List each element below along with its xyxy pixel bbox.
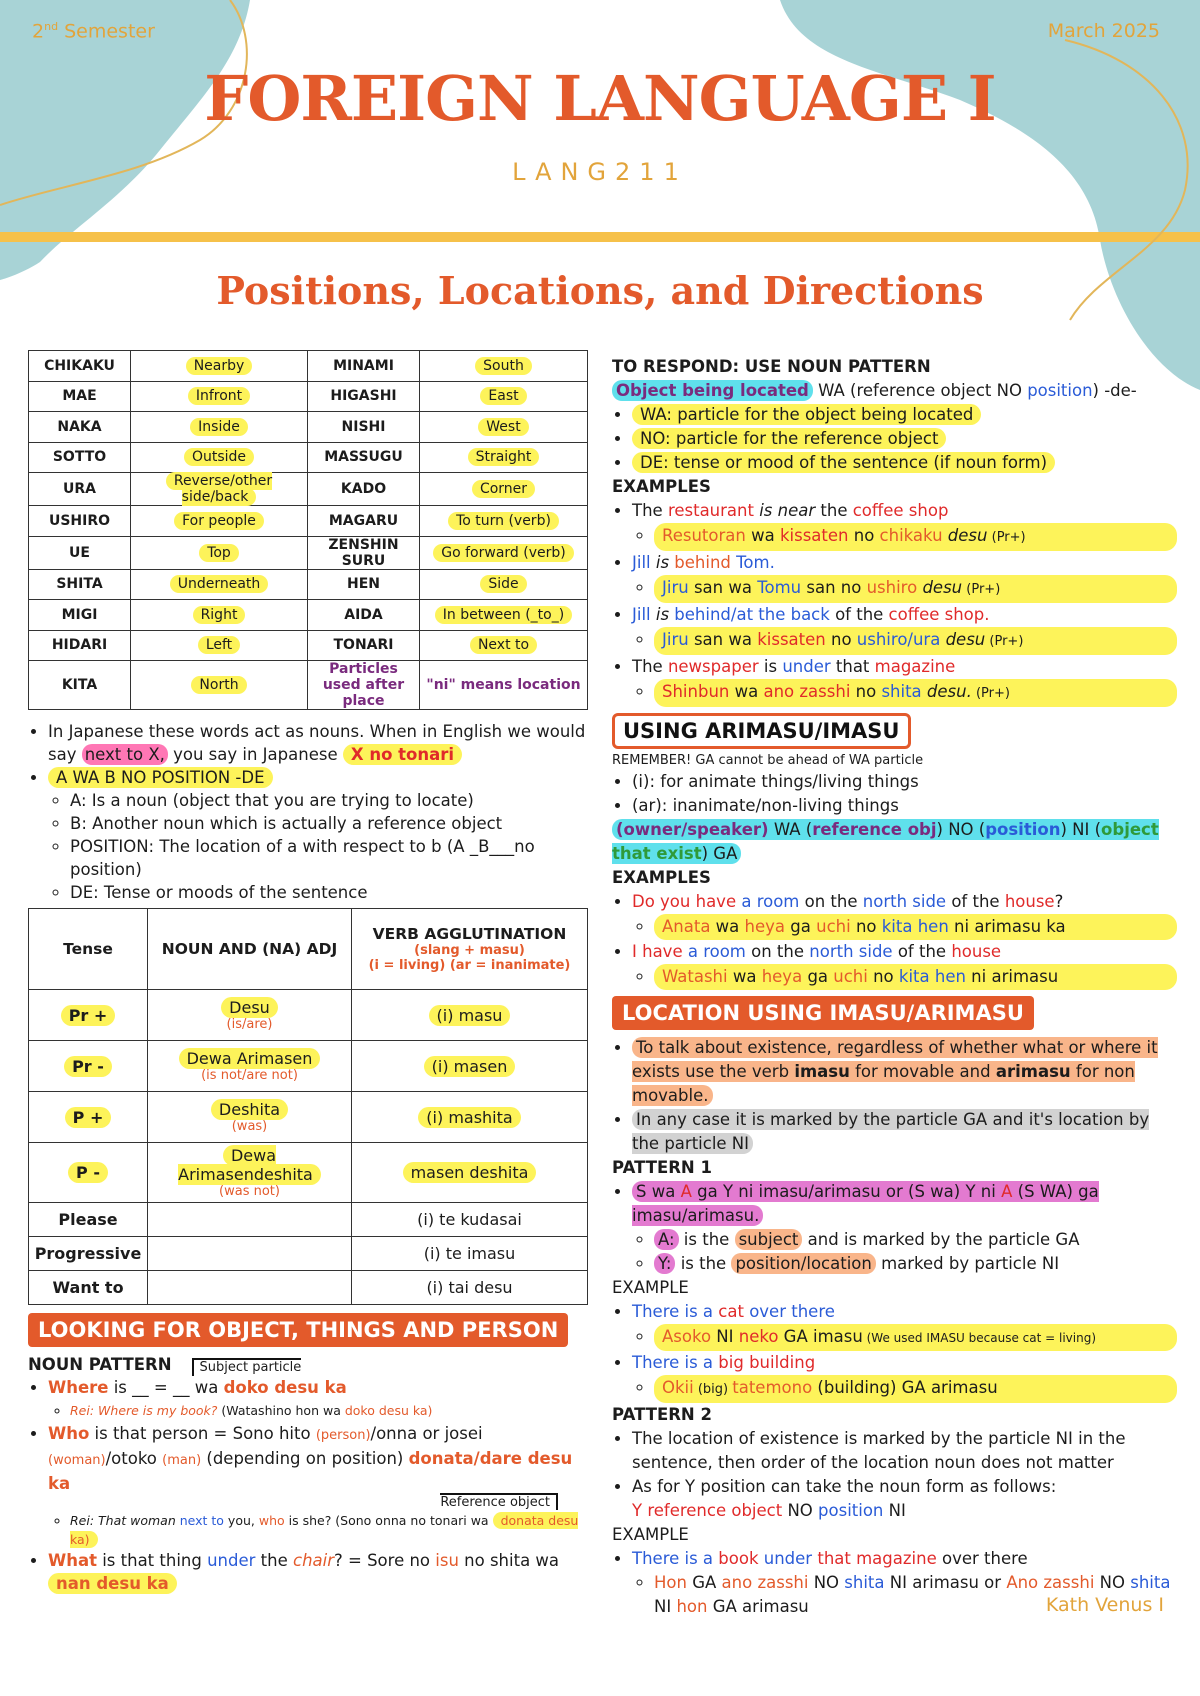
right-column: [612, 355, 1177, 1619]
examples-heading: EXAMPLES: [612, 477, 711, 496]
vocab-english: [420, 412, 588, 443]
vocab-japanese: HIDARI: [29, 630, 131, 661]
inanimate-note: • (ar): inanimate/non-living things: [632, 794, 1177, 818]
vocab-row: [29, 351, 588, 382]
subject-particle-label: Subject particle: [192, 1358, 302, 1376]
example-1-jp: ◦ Resutoran wa kissaten no chikaku desu (Pr+): [654, 523, 1177, 551]
vocab-japanese: USHIRO: [29, 506, 131, 537]
pattern-1-example-1: • There is a cat over there ◦ Asoko NI neko GA imasu (We used IMASU because cat = living): [632, 1300, 1177, 1351]
vocab-meaning: Right: [193, 606, 246, 624]
date-label: March 2025: [1047, 20, 1160, 42]
tense-row: [29, 990, 588, 1041]
left-column: [28, 350, 588, 1595]
verb-cell: (i) te kudasai: [352, 1203, 588, 1237]
tense-row: [29, 1237, 588, 1271]
vocab-table: [28, 350, 588, 710]
vocab-japanese: NAKA: [29, 412, 131, 443]
vocab-meaning: Nearby: [186, 357, 253, 375]
author-signature: Kath Venus I: [1045, 1594, 1164, 1616]
who-example: ◦ Rei: That woman next to you, who is she? (Sono onna no tonari wa donata desu ka): [70, 1511, 588, 1549]
looking-section: [28, 1313, 588, 1595]
vocab-japanese: Particles used after place: [308, 661, 420, 710]
vocab-row: [29, 661, 588, 710]
verb-header: VERB AGGLUTINATION (slang + masu) (i = living) (ar = inanimate): [352, 909, 588, 990]
verb-cell: (i) mashita: [352, 1092, 588, 1143]
vocab-japanese: MINAMI: [308, 351, 420, 382]
example-3-jp: ◦ Jiru san wa kissaten no ushiro/ura desu (Pr+): [654, 627, 1177, 655]
vocab-meaning: Underneath: [170, 575, 269, 593]
vocab-english: [131, 351, 308, 382]
vocab-english: [131, 442, 308, 473]
tense-cell: Pr -: [29, 1041, 148, 1092]
vocab-english: [420, 473, 588, 506]
vocab-meaning: In between (_to_): [435, 606, 572, 624]
vocab-japanese: MASSUGU: [308, 442, 420, 473]
vocab-english: [420, 506, 588, 537]
tense-cell: Pr +: [29, 990, 148, 1041]
vocab-row: [29, 536, 588, 569]
where-example: ◦ Rei: Where is my book? (Watashino hon wa doko desu ka): [70, 1399, 588, 1422]
verb-cell: (i) masu: [352, 990, 588, 1041]
vocab-japanese: URA: [29, 473, 131, 506]
course-code: LANG211: [512, 158, 688, 186]
pattern-2-note-1: • The location of existence is marked by the particle NI in the sentence, then order of the location noun does not matter: [632, 1427, 1177, 1475]
vocab-meaning: West: [478, 418, 528, 436]
arimasu-example-2-jp: ◦ Watashi wa heya ga uchi no kita hen ni arimasu: [654, 964, 1177, 990]
vocab-meaning: East: [480, 387, 526, 405]
where-item: • Where is __ = __ wa doko desu ka ◦ Rei: Where is my book? (Watashino hon wa doko desu ka): [48, 1376, 588, 1422]
vocab-english: [131, 661, 308, 710]
tense-header: Tense: [29, 909, 148, 990]
vocab-english: "ni" means location: [420, 661, 588, 710]
teal-blob-right: [780, 0, 1200, 390]
verb-cell: masen deshita: [352, 1143, 588, 1203]
vocab-row: [29, 569, 588, 600]
noun-cell: [148, 1203, 352, 1237]
vocab-meaning: Go forward (verb): [433, 544, 573, 562]
vocab-japanese: SOTTO: [29, 442, 131, 473]
vocab-english: [131, 506, 308, 537]
arimasu-example-1: • Do you have a room on the north side of the house? ◦ Anata wa heya ga uchi no kita hen ni arimasu ka: [632, 890, 1177, 940]
cream-band: [0, 232, 1200, 242]
location-banner: LOCATION USING IMASU/ARIMASU: [612, 996, 1034, 1030]
pattern-1-a: ◦ A: is the subject and is marked by the particle GA: [654, 1228, 1177, 1252]
what-item: • What is that thing under the chair? = Sore no isu no shita wa nan desu ka: [48, 1549, 588, 1595]
vocab-japanese: CHIKAKU: [29, 351, 131, 382]
tense-cell: P -: [29, 1143, 148, 1203]
vocab-row: [29, 412, 588, 443]
example-heading-2: EXAMPLE: [612, 1525, 689, 1544]
tense-row: [29, 1203, 588, 1237]
vocab-english: [131, 536, 308, 569]
vocab-japanese: NISHI: [308, 412, 420, 443]
vocab-japanese: MIGI: [29, 600, 131, 631]
vocab-japanese: SHITA: [29, 569, 131, 600]
vocab-english: [131, 569, 308, 600]
vocab-english: [131, 473, 308, 506]
pattern-2-example-jp: ◦ Hon GA ano zasshi NO shita NI arimasu or Ano zasshi NO shita NI hon GA arimasu: [654, 1571, 1177, 1619]
de-particle-note: • DE: tense or mood of the sentence (if noun form): [632, 451, 1177, 475]
vocab-meaning: Corner: [472, 480, 535, 498]
note-de: ◦ DE: Tense or moods of the sentence: [70, 881, 588, 904]
example-1: • The restaurant is near the coffee shop ◦ Resutoran wa kissaten no chikaku desu (Pr+): [632, 499, 1177, 551]
vocab-row: [29, 381, 588, 412]
vocab-english: [131, 381, 308, 412]
vocab-english: [131, 600, 308, 631]
who-item: • Who is that person = Sono hito (person)/onna or josei (woman)/otoko (man) (depending on position) donata/dare desu ka Reference object ◦ Rei: That woman next to you, who is she? (Sono onna no tonari wa donata desu ka): [48, 1422, 588, 1549]
tense-cell: P +: [29, 1092, 148, 1143]
example-4: • The newspaper is under that magazine ◦ Shinbun wa ano zasshi no shita desu. (Pr+): [632, 655, 1177, 707]
example-heading-1: EXAMPLE: [612, 1278, 689, 1297]
vocab-english: [420, 381, 588, 412]
arimasu-example-2: • I have a room on the north side of the house ◦ Watashi wa heya ga uchi no kita hen ni arimasu: [632, 940, 1177, 990]
vocab-english: [131, 412, 308, 443]
noun-cell: Deshita (was): [148, 1092, 352, 1143]
vocab-meaning: South: [475, 357, 532, 375]
verb-cell: (i) tai desu: [352, 1271, 588, 1305]
no-particle-note: • NO: particle for the reference object: [632, 427, 1177, 451]
animate-note: • (i): for animate things/living things: [632, 770, 1177, 794]
tense-row: [29, 1092, 588, 1143]
vocab-english: [420, 351, 588, 382]
noun-cell: [148, 1271, 352, 1305]
page-subtitle: Positions, Locations, and Directions: [216, 268, 984, 313]
arimasu-examples-heading: EXAMPLES: [612, 868, 711, 887]
vocab-japanese: MAE: [29, 381, 131, 412]
arimasu-pattern: (owner/speaker) WA (reference obj) NO (position) NI (object that exist) GA: [612, 820, 1159, 863]
vocab-row: [29, 506, 588, 537]
vocab-english: [420, 442, 588, 473]
arimasu-example-1-jp: ◦ Anata wa heya ga uchi no kita hen ni arimasu ka: [654, 914, 1177, 940]
reference-object-label: Reference object: [440, 1493, 558, 1510]
example-3: • Jill is behind/at the back of the coffee shop. ◦ Jiru san wa kissaten no ushiro/ura desu (Pr+): [632, 603, 1177, 655]
vocab-english: [420, 536, 588, 569]
semester-label: 2nd Semester: [32, 20, 155, 43]
vocab-row: [29, 473, 588, 506]
tense-table: [28, 908, 588, 1305]
vocab-meaning: Inside: [190, 418, 248, 436]
pattern-1-example-2: • There is a big building ◦ Okii (big) tatemono (building) GA arimasu: [632, 1351, 1177, 1403]
vocab-meaning: Side: [480, 575, 526, 593]
pattern-2-note-2: • As for Y position can take the noun form as follows: Y reference object NO position NI: [632, 1475, 1177, 1523]
pattern-1-example-2-jp: ◦ Okii (big) tatemono (building) GA arimasu: [654, 1375, 1177, 1403]
respond-heading: TO RESPOND: USE NOUN PATTERN: [612, 357, 931, 376]
note-pattern: • A WA B NO POSITION -DE ◦ A: Is a noun (object that you are trying to locate) ◦ B: Another noun which is actually a reference object ◦ POSITION: The location of a with respect to b (A _B___no position) ◦ DE: Tense or moods of the sentence: [48, 766, 588, 904]
pattern-2-heading: PATTERN 2: [612, 1405, 712, 1424]
respond-pattern: Object being located WA (reference object NO position) -de-: [612, 379, 1177, 403]
vocab-meaning: Left: [198, 636, 240, 654]
looking-banner: LOOKING FOR OBJECT, THINGS AND PERSON: [28, 1313, 568, 1347]
vocab-japanese: ZENSHIN SURU: [308, 536, 420, 569]
vocab-english: [420, 569, 588, 600]
location-note-1: • To talk about existence, regardless of whether what or where it exists use the verb imasu for movable and arimasu for non movable.: [632, 1036, 1177, 1108]
tense-cell: Progressive: [29, 1237, 148, 1271]
vocab-japanese: TONARI: [308, 630, 420, 661]
noun-pattern-heading: NOUN PATTERN: [28, 1355, 172, 1374]
vocab-meaning: North: [191, 676, 246, 694]
note-a: ◦ A: Is a noun (object that you are trying to locate): [70, 789, 588, 812]
vocab-japanese: MAGARU: [308, 506, 420, 537]
verb-cell: (i) masen: [352, 1041, 588, 1092]
vocab-meaning: Infront: [188, 387, 250, 405]
vocab-row: [29, 442, 588, 473]
vocab-meaning: Straight: [468, 448, 540, 466]
vocab-japanese: HIGASHI: [308, 381, 420, 412]
noun-header: NOUN AND (NA) ADJ: [148, 909, 352, 990]
wa-particle-note: • WA: particle for the object being located: [632, 403, 1177, 427]
pattern-1-y: ◦ Y: is the position/location marked by particle NI: [654, 1252, 1177, 1276]
pattern-1-example-1-jp: ◦ Asoko NI neko GA imasu (We used IMASU because cat = living): [654, 1324, 1177, 1351]
notes-section: [28, 720, 588, 904]
vocab-japanese: HEN: [308, 569, 420, 600]
tense-row: [29, 1143, 588, 1203]
vocab-row: [29, 630, 588, 661]
vocab-meaning: To turn (verb): [448, 512, 559, 530]
noun-cell: Dewa Arimasendeshita (was not): [148, 1143, 352, 1203]
noun-cell: Desu (is/are): [148, 990, 352, 1041]
vocab-japanese: KADO: [308, 473, 420, 506]
vocab-english: [420, 630, 588, 661]
vocab-english: [420, 600, 588, 631]
vocab-meaning: Reverse/other side/back: [166, 472, 272, 506]
vocab-japanese: UE: [29, 536, 131, 569]
verb-cell: (i) te imasu: [352, 1237, 588, 1271]
note-nouns: • In Japanese these words act as nouns. When in English we would say next to X, you say in Japanese X no tonari: [48, 720, 588, 766]
vocab-japanese: KITA: [29, 661, 131, 710]
vocab-english: [131, 630, 308, 661]
example-4-jp: ◦ Shinbun wa ano zasshi no shita desu. (Pr+): [654, 679, 1177, 707]
vocab-row: [29, 600, 588, 631]
example-2: • Jill is behind Tom. ◦ Jiru san wa Tomu san no ushiro desu (Pr+): [632, 551, 1177, 603]
noun-cell: [148, 1237, 352, 1271]
example-2-jp: ◦ Jiru san wa Tomu san no ushiro desu (Pr+): [654, 575, 1177, 603]
noun-cell: Dewa Arimasen (is not/are not): [148, 1041, 352, 1092]
vocab-meaning: Top: [199, 544, 239, 562]
tense-row: [29, 1041, 588, 1092]
remember-note: REMEMBER! GA cannot be ahead of WA particle: [612, 753, 924, 768]
pattern-1-heading: PATTERN 1: [612, 1158, 712, 1177]
arimasu-banner: USING ARIMASU/IMASU: [612, 713, 911, 749]
tense-cell: Please: [29, 1203, 148, 1237]
pattern-2-example: • There is a book under that magazine over there ◦ Hon GA ano zasshi NO shita NI arimasu or Ano zasshi NO shita NI hon GA arimasu: [632, 1547, 1177, 1619]
vocab-japanese: AIDA: [308, 600, 420, 631]
pattern-1-formula: • S wa A ga Y ni imasu/arimasu or (S wa) Y ni A (S WA) ga imasu/arimasu. ◦ A: is the subject and is marked by the particle GA ◦ Y: is the position/location marked by particle NI: [632, 1180, 1177, 1276]
vocab-meaning: For people: [174, 512, 264, 530]
note-b: ◦ B: Another noun which is actually a reference object: [70, 812, 588, 835]
location-note-2: • In any case it is marked by the particle GA and it's location by the particle NI: [632, 1108, 1177, 1156]
tense-row: [29, 1271, 588, 1305]
course-title: FOREIGN LANGUAGE I: [204, 62, 996, 135]
vocab-meaning: Outside: [184, 448, 254, 466]
note-position: ◦ POSITION: The location of a with respect to b (A _B___no position): [70, 835, 588, 881]
tense-cell: Want to: [29, 1271, 148, 1305]
vocab-meaning: Next to: [470, 636, 537, 654]
